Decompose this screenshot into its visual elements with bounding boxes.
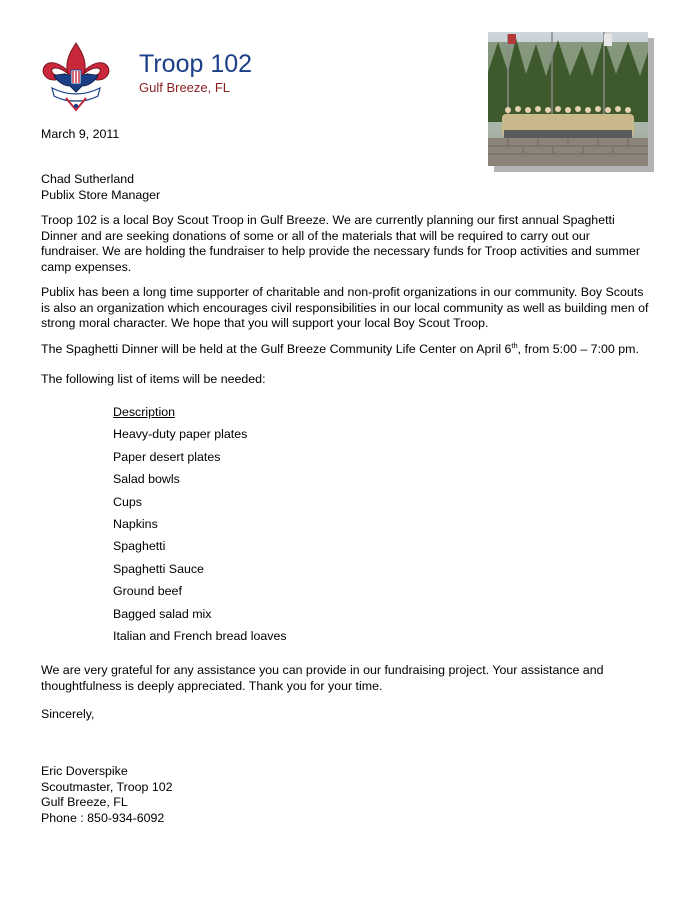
troop-photo-icon (488, 32, 648, 166)
paragraph-line: thoughtfulness is deeply appreciated. Thank you for your time. (41, 678, 383, 693)
recipient-name: Chad Sutherland (41, 172, 134, 186)
list-item: Cups (113, 494, 142, 509)
intro-paragraph (41, 213, 661, 275)
boy-scouts-emblem-icon (40, 40, 112, 112)
list-item: Bagged salad mix (113, 606, 212, 621)
list-item: Napkins (113, 516, 158, 531)
list-intro (41, 372, 661, 388)
paragraph-line: fundraiser. We are holding the fundraiser to help provide the necessary funds for Troop activities and summer (41, 244, 640, 258)
paragraph-line: camp expenses. (41, 259, 132, 274)
event-ordinal: th (511, 340, 518, 350)
list-item: Spaghetti (113, 539, 166, 554)
list-item: Ground beef (113, 584, 182, 599)
list-intro-text: The following list of items will be needed: (41, 372, 266, 386)
paragraph-line: Troop 102 is a local Boy Scout Troop in Gulf Breeze. We are currently planning our first annual Spaghetti (41, 213, 615, 227)
troop-location: Gulf Breeze, FL (139, 80, 231, 95)
closing-paragraph (41, 663, 661, 694)
paragraph-line: is also an organization which encourages civil responsibilities in our local community as well as building men of (41, 300, 649, 315)
paragraph-line: strong moral character. We hope that you will support your local Boy Scout Troop. (41, 316, 489, 330)
event-time: , from 5:00 – 7:00 pm. (517, 342, 639, 356)
paragraph-line: Publix has been a long time supporter of charitable and non-profit organizations in our community. Boy Scouts (41, 285, 644, 299)
date-text: March 9, 2011 (41, 127, 120, 141)
troop-title: Troop 102 (139, 50, 253, 78)
signer-location: Gulf Breeze, FL (41, 795, 128, 809)
signature-block (41, 764, 661, 826)
signer-phone: Phone : 850-934-6092 (41, 810, 165, 825)
event-text: The Spaghetti Dinner will be held at the Gulf Breeze Community Life Center on April 6 (41, 342, 512, 356)
list-item: Spaghetti Sauce (113, 561, 204, 576)
items-header: Description (113, 405, 175, 419)
signoff (41, 707, 661, 723)
letter-date (41, 127, 661, 143)
items-list (113, 405, 287, 651)
troop-photo (488, 32, 650, 170)
signer-name: Eric Doverspike (41, 764, 128, 778)
signer-title: Scoutmaster, Troop 102 (41, 779, 173, 794)
paragraph-line: We are very grateful for any assistance you can provide in our fundraising project. Your assistance and (41, 663, 604, 677)
list-item: Salad bowls (113, 472, 180, 487)
list-item: Italian and French bread loaves (113, 628, 287, 643)
list-item: Paper desert plates (113, 449, 221, 464)
event-paragraph (41, 342, 661, 358)
list-item: Heavy-duty paper plates (113, 427, 248, 442)
recipient-block (41, 172, 661, 203)
event-line (41, 342, 661, 358)
paragraph-line: Dinner and are seeking donations of some or all of the materials that will be required to carry out our (41, 228, 590, 243)
support-paragraph (41, 285, 661, 332)
recipient-position: Publix Store Manager (41, 187, 161, 202)
signoff-text: Sincerely, (41, 707, 95, 721)
